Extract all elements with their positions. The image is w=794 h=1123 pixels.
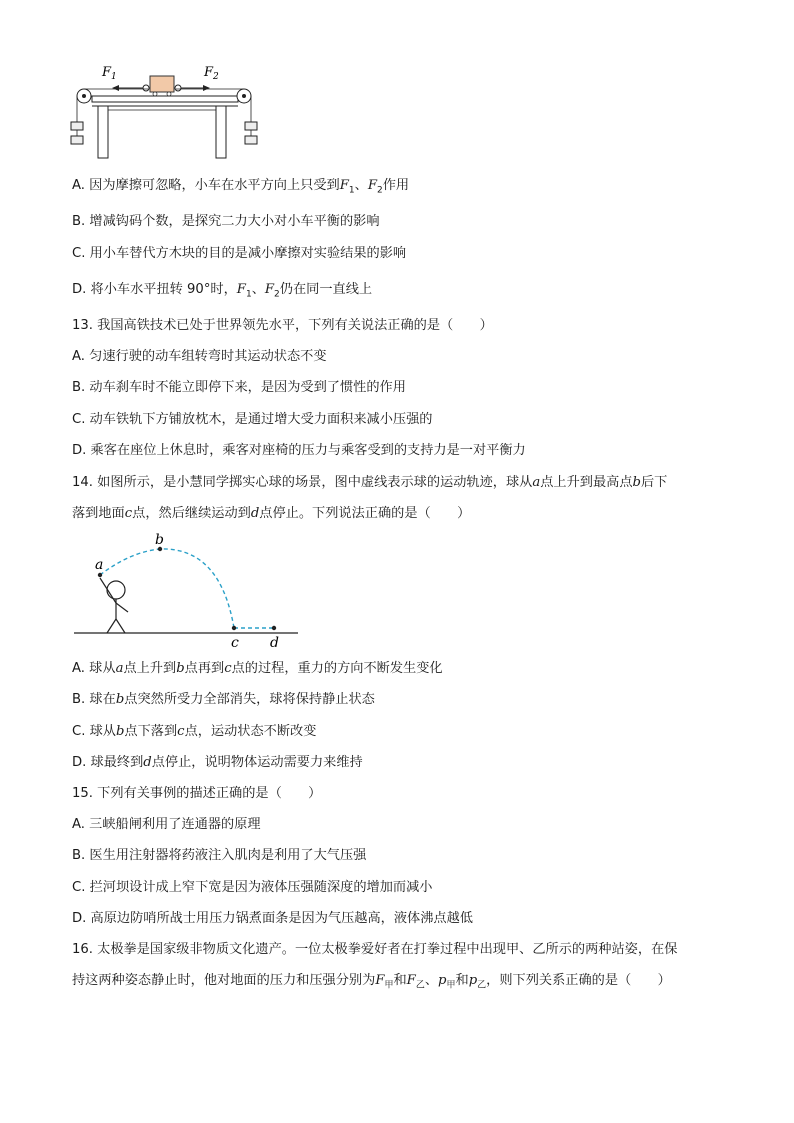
label-c: c <box>231 635 239 651</box>
q13-option-c: C. 动车铁轨下方铺放枕木，是通过增大受力面积来减小压强的 <box>72 412 433 427</box>
table-top <box>92 96 238 102</box>
label-d: d <box>270 635 279 651</box>
weight-left-1 <box>71 122 83 130</box>
label-b: b <box>155 532 164 548</box>
q13-option-b: B. 动车刹车时不能立即停下来，是因为受到了惯性的作用 <box>72 380 406 395</box>
point-c <box>232 626 236 630</box>
q16-stem-line2: 持这两种姿态静止时，他对地面的压力和压强分别为$F_甲$和$F_乙$、$p_甲$和$p_乙$，则下列关系正确的是（ ） <box>72 973 671 991</box>
q13-option-d: D. 乘客在座位上休息时，乘客对座椅的压力与乘客受到的支持力是一对平衡力 <box>72 443 526 458</box>
force-label-f2: $F_2$ <box>204 65 219 82</box>
q15-option-b: B. 医生用注射器将药液注入肌肉是利用了大气压强 <box>72 848 367 863</box>
q14-option-b: B. 球在b点突然所受力全部消失，球将保持静止状态 <box>72 692 375 707</box>
person-head <box>107 581 125 599</box>
q14-option-c: C. 球从b点下落到c点，运动状态不断改变 <box>72 724 317 739</box>
weight-right-2 <box>245 136 257 144</box>
ball-throw-figure <box>70 532 305 652</box>
table-leg-right <box>216 106 226 158</box>
q15-option-d: D. 高原边防哨所战士用压力锅煮面条是因为气压越高，液体沸点越低 <box>72 911 473 926</box>
point-a <box>98 573 102 577</box>
weight-left-2 <box>71 136 83 144</box>
q15-option-c: C. 拦河坝设计成上窄下宽是因为液体压强随深度的增加而减小 <box>72 880 433 895</box>
q15-stem: 15. 下列有关事例的描述正确的是（ ） <box>72 786 322 801</box>
cart <box>150 76 174 92</box>
q14-stem-line2: 落到地面c点，然后继续运动到d点停止。下列说法正确的是（ ） <box>72 506 471 521</box>
point-d <box>272 626 276 630</box>
q13-option-a: A. 匀速行驶的动车组转弯时其运动状态不变 <box>72 349 327 364</box>
q14-option-a: A. 球从a点上升到b点再到c点的过程，重力的方向不断发生变化 <box>72 661 443 676</box>
table-leg-left <box>98 106 108 158</box>
q14-option-d: D. 球最终到d点停止，说明物体运动需要力来维持 <box>72 755 363 770</box>
label-a: a <box>95 557 104 573</box>
weight-right-1 <box>245 122 257 130</box>
q12-option-c: C. 用小车替代方木块的目的是减小摩擦对实验结果的影响 <box>72 246 407 261</box>
pulley-experiment-figure <box>64 62 264 162</box>
q12-option-d: D. 将小车水平扭转 90°时，$F_1$、$F_2$仍在同一直线上 <box>72 282 373 300</box>
q12-option-b: B. 增减钩码个数，是探究二力大小对小车平衡的影响 <box>72 214 380 229</box>
q15-option-a: A. 三峡船闸利用了连通器的原理 <box>72 817 261 832</box>
q12-option-a: A. 因为摩擦可忽略，小车在水平方向上只受到$F_1$、$F_2$作用 <box>72 178 410 196</box>
q16-stem-line1: 16. 太极拳是国家级非物质文化遗产。一位太极拳爱好者在打拳过程中出现甲、乙所示的两种站姿，在保 <box>72 942 678 957</box>
q14-stem-line1: 14. 如图所示，是小慧同学掷实心球的场景，图中虚线表示球的运动轨迹，球从a点上升到最高点b后下 <box>72 475 668 490</box>
force-label-f1: $F_1$ <box>102 65 117 82</box>
q13-stem: 13. 我国高铁技术已处于世界领先水平，下列有关说法正确的是（ ） <box>72 318 493 333</box>
